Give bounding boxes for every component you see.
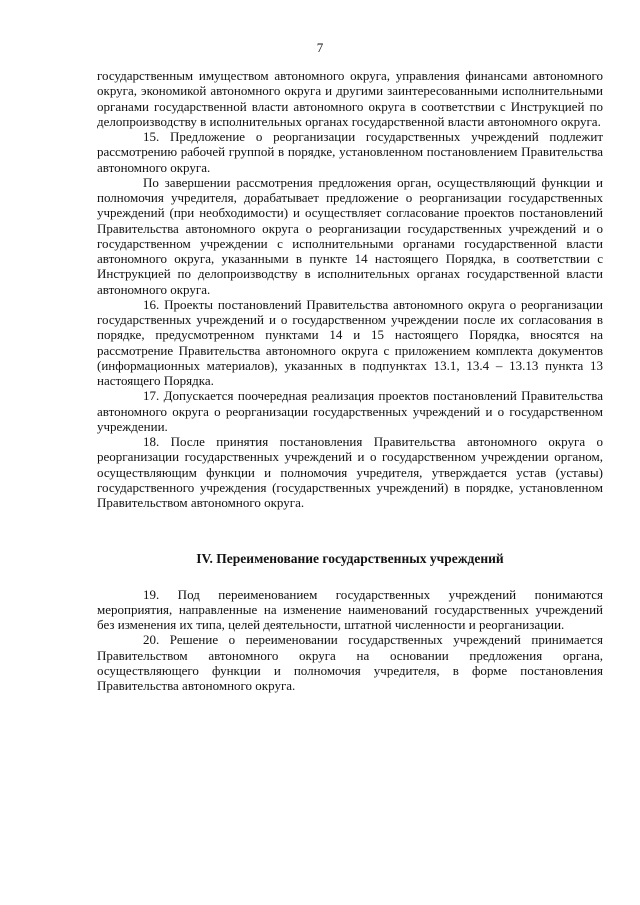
- paragraph-16: 16. Проекты постановлений Правительства автономного округа о реорганизации государственных учреждений и о государственном учреждении после их согласования в порядке, предусмотренном пунктами 14 и 15 настоящего Порядка, вносятся на рассмотрение Правительства автономного округа с приложением комплекта документов (информационных материалов), указанных в подпунктах 13.1, 13.4 – 13.13 пункта 13 настоящего Порядка.: [97, 296, 603, 388]
- paragraph-17: 17. Допускается поочередная реализация проектов постановлений Правительства автономного округа о реорганизации государственных учреждений и о государственном учреждении.: [97, 388, 603, 434]
- page-number: 7: [316, 40, 324, 55]
- paragraph-15-continued: По завершении рассмотрения предложения орган, осуществляющий функции и полномочия учредителя, дорабатывает предложение о реорганизации государственных учреждений (при необходимости) и осуществляет согласование проектов постановлений Правительства автономного округа о реорганизации государственных учреждений и о государственном учреждении с исполнительными органами государственной власти автономного округа, указанными в пункте 14 настоящего Порядка, в соответствии с Инструкцией по делопроизводству в исполнительных органах государственной власти автономного округа.: [97, 174, 603, 297]
- paragraph-15: 15. Предложение о реорганизации государственных учреждений подлежит рассмотрению рабочей группой в порядке, установленном постановлением Правительства автономного округа.: [97, 129, 603, 175]
- paragraph-18: 18. После принятия постановления Правительства автономного округа о реорганизации государственных учреждений и о государственном учреждении органом, осуществляющим функции и полномочия учредителя, утверждается устав (уставы) государственного учреждения (государственных учреждений) в порядке, установленном Правительством автономного округа.: [97, 434, 603, 510]
- paragraph-continuation: государственным имуществом автономного округа, управления финансами автономного округа, экономикой автономного округа и другими заинтересованными исполнительными органами государственной власти автономного округа в соответствии с Инструкцией по делопроизводству в исполнительных органах государственной власти автономного округа.: [97, 68, 603, 129]
- document-body: [97, 68, 603, 693]
- paragraph-19: 19. Под переименованием государственных учреждений понимаются мероприятия, направленные на изменение наименований государственных учреждений без изменения их типа, целей деятельности, штатной численности и реорганизации.: [97, 586, 603, 632]
- section-heading-4: IV. Переименование государственных учреждений: [196, 551, 504, 567]
- paragraph-20: 20. Решение о переименовании государственных учреждений принимается Правительством автономного округа на основании предложения органа, осуществляющего функции и полномочия учредителя, в форме постановления Правительства автономного округа.: [97, 632, 603, 693]
